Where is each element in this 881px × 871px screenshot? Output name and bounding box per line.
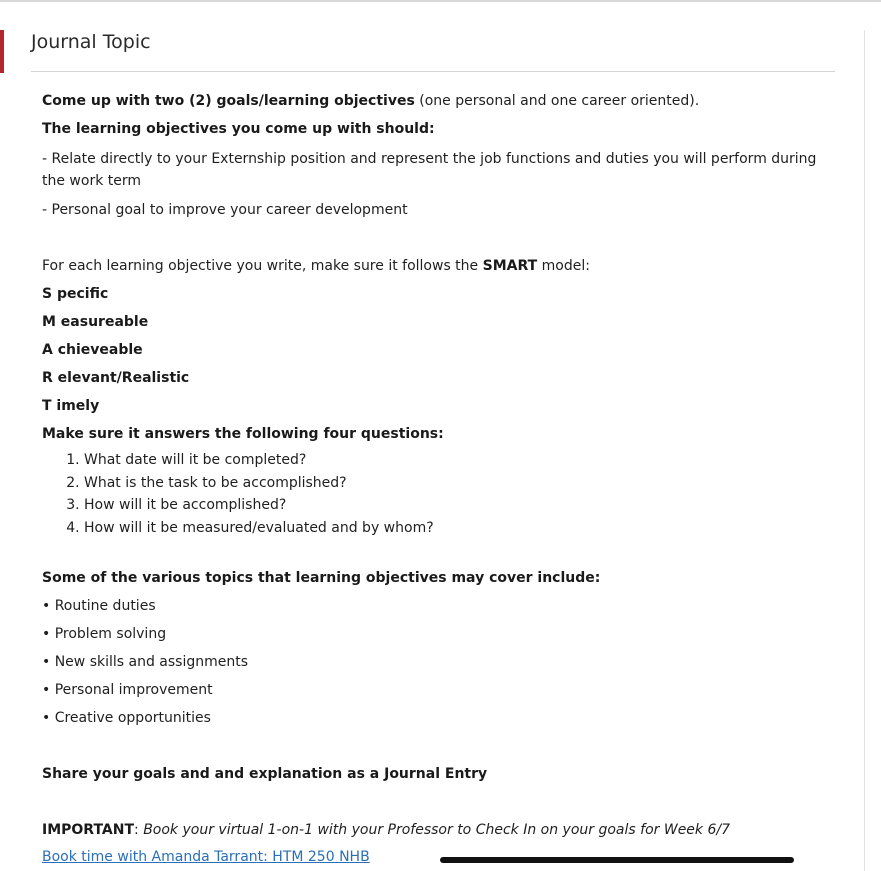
topic-item: • Creative opportunities (42, 709, 211, 726)
intro-paragraph (42, 92, 822, 111)
topic-item: • Routine duties (42, 597, 156, 614)
important-text: Book your virtual 1-on-1 with your Professor to Check In on your goals for Week 6/7 (138, 821, 731, 838)
smart-intro-after: model: (537, 258, 590, 274)
top-divider (0, 0, 881, 2)
smart-item-timely: T imely (42, 398, 100, 414)
booking-link[interactable]: Book time with Amanda Tarrant: HTM 250 NHB (42, 848, 370, 865)
topic-item: • New skills and assignments (42, 653, 249, 670)
question-item: 2. What is the task to be accomplished? (84, 472, 822, 495)
topic-item: • Personal improvement (42, 681, 213, 698)
smart-item-achieveable: A chieveable (42, 342, 143, 358)
home-indicator-bar (440, 857, 794, 863)
smart-item-specific: S pecific (42, 286, 109, 302)
should-item: - Personal goal to improve your career development (42, 202, 408, 218)
smart-intro (42, 257, 822, 276)
questions-heading: Make sure it answers the following four questions: (42, 426, 444, 442)
question-item: 1. What date will it be completed? (84, 449, 822, 472)
page-title: Journal Topic (31, 31, 151, 53)
panel-right-border (864, 30, 865, 871)
share-instruction: Share your goals and and explanation as a Journal Entry (42, 765, 488, 782)
important-colon: : (134, 821, 139, 838)
title-divider (31, 71, 835, 72)
topic-item: • Problem solving (42, 625, 167, 642)
question-item: 3. How will it be accomplished? (84, 494, 822, 517)
journal-topic-body (42, 92, 822, 867)
should-item: - Relate directly to your Externship position and represent the job functions and duties you will perform during the work term (42, 151, 817, 189)
topics-heading: Some of the various topics that learning objectives may cover include: (42, 569, 601, 586)
questions-list (42, 449, 822, 540)
intro-rest-text: (one personal and one career oriented). (414, 93, 700, 109)
important-note (42, 821, 822, 840)
smart-item-relevant: R elevant/Realistic (42, 370, 190, 386)
section-accent-bar (0, 30, 4, 73)
should-heading: The learning objectives you come up with should: (42, 121, 435, 137)
smart-intro-before: For each learning objective you write, make sure it follows the (42, 258, 483, 274)
smart-intro-bold: SMART (482, 258, 538, 274)
smart-item-measureable: M easureable (42, 314, 149, 330)
question-item: 4. How will it be measured/evaluated and by whom? (84, 517, 822, 540)
intro-bold-text: Come up with two (2) goals/learning objectives (42, 93, 415, 109)
important-label: IMPORTANT (42, 821, 135, 838)
